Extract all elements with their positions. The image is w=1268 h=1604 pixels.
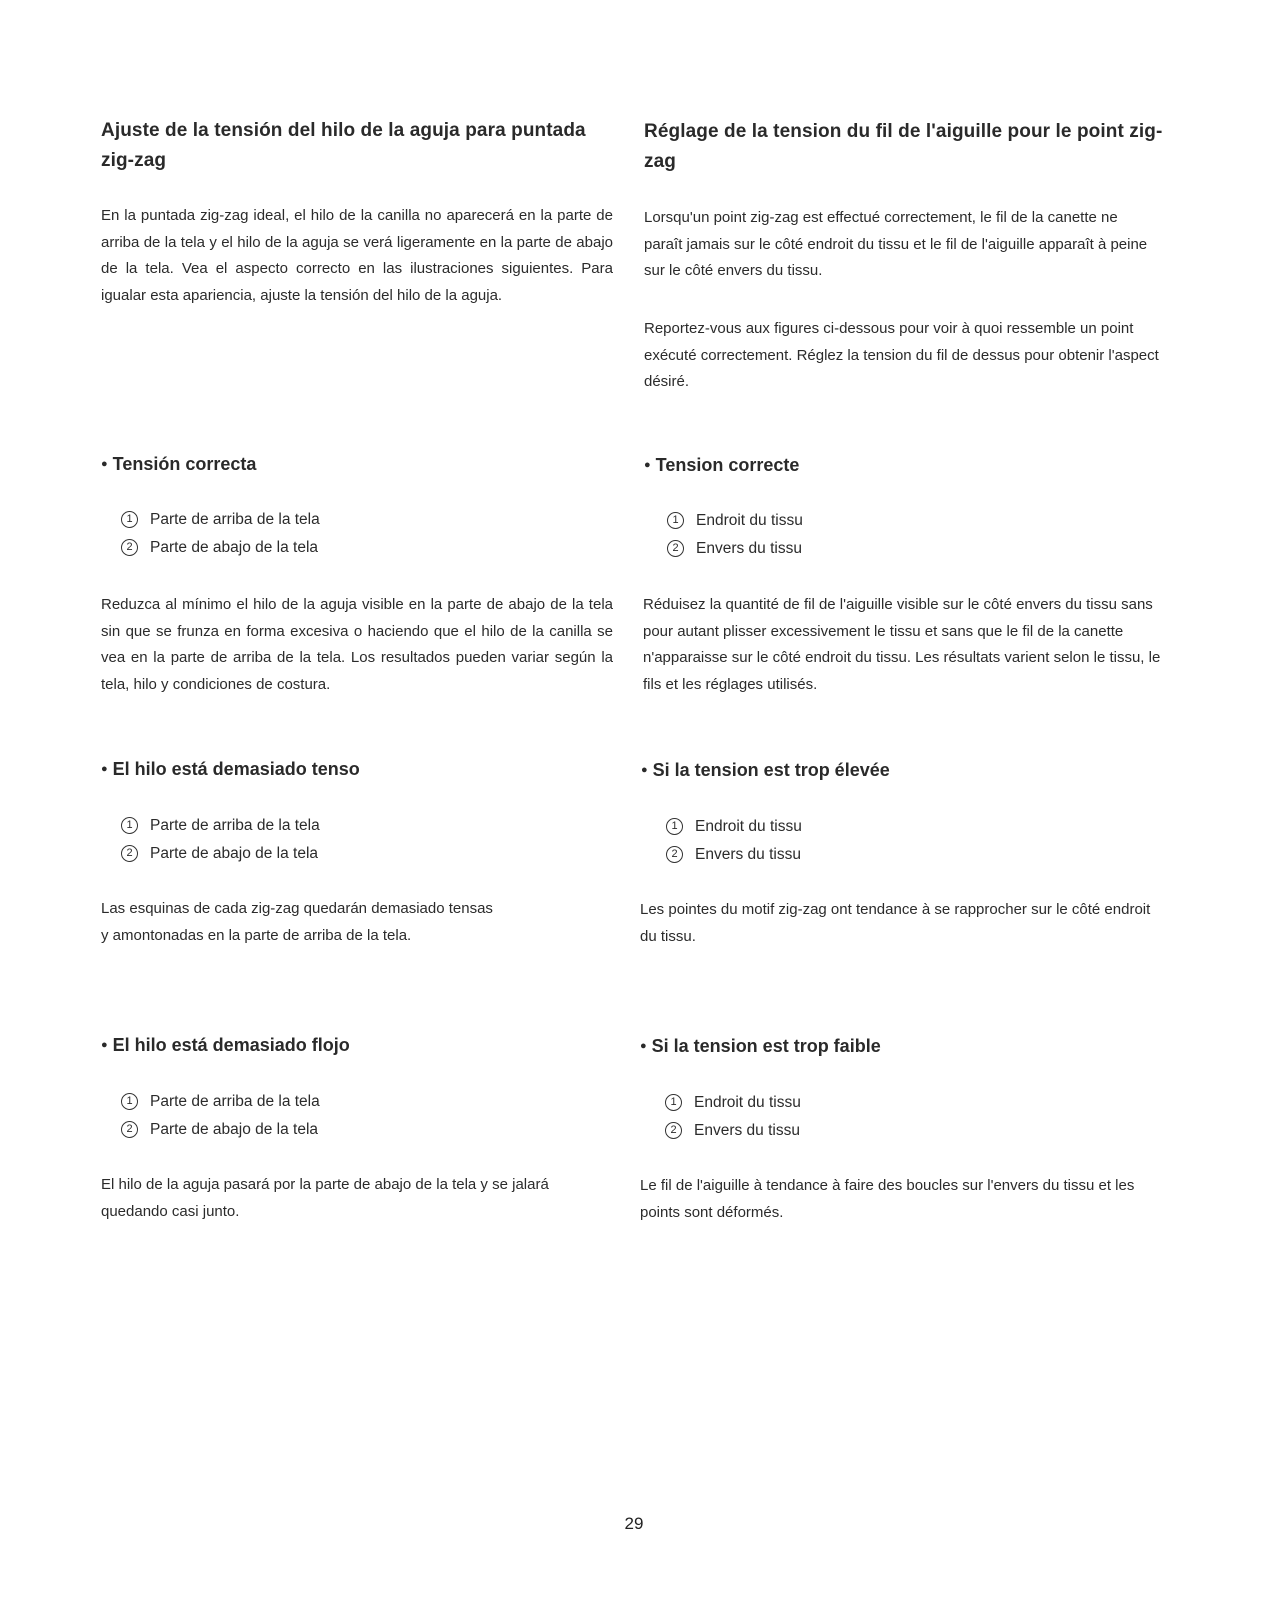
bullet-icon: ●: [101, 458, 108, 470]
list-item: 2 Parte de abajo de la tela: [121, 534, 320, 562]
fr-loose-text: Le fil de l'aiguille à tendance à faire des boucles sur l'envers du tissu et les points sont déformés.: [640, 1177, 1135, 1221]
fr-correct-text: Réduisez la quantité de fil de l'aiguille visible sur le côté envers du tissu sans pour autant plisser excessivement le tissu et sans que le fil de la canette n'apparaisse sur le côté endroit du tissu. Les résultats varient selon le tissu, le fils et les réglages utilisés.: [643, 596, 1161, 693]
bullet-icon: ●: [641, 764, 648, 776]
list-item: 2 Envers du tissu: [667, 535, 803, 563]
page-number: 29: [624, 1514, 644, 1533]
circled-2-icon: 2: [121, 1121, 138, 1138]
list-item: 1 Parte de arriba de la tela: [121, 1088, 320, 1116]
es-title: Ajuste de la tensión del hilo de la aguja para puntada zig-zag: [101, 120, 586, 171]
list-item: 2 Envers du tissu: [666, 841, 802, 869]
circled-2-icon: 2: [121, 539, 138, 556]
fr-correct-heading: ● Tension correcte: [644, 455, 800, 475]
es-loose-text: El hilo de la aguja pasará por la parte de abajo de la tela y se jalará quedando casi junto.: [101, 1176, 549, 1220]
circled-2-icon: 2: [665, 1122, 682, 1139]
circled-2-icon: 2: [666, 846, 683, 863]
es-tight-text: Las esquinas de cada zig-zag quedarán demasiado tensas y amontonadas en la parte de arriba de la tela.: [101, 900, 493, 944]
fr-intro-1: Lorsqu'un point zig-zag est effectué correctement, le fil de la canette ne paraît jamais sur le côté endroit du tissu et le fil de l'aiguille apparaît à peine sur le côté envers du tissu.: [644, 209, 1148, 279]
es-loose-heading: ● El hilo está demasiado flojo: [101, 1035, 350, 1055]
fr-intro-2: Reportez-vous aux figures ci-dessous pour voir à quoi ressemble un point exécuté correctement. Réglez la tension du fil de dessus pour obtenir l'aspect désiré.: [644, 320, 1159, 390]
circled-1-icon: 1: [121, 1093, 138, 1110]
list-item: 2 Parte de abajo de la tela: [121, 840, 320, 868]
es-correct-text: Reduzca al mínimo el hilo de la aguja visible en la parte de abajo de la tela sin que se frunza en forma excesiva o haciendo que el hilo de la canilla se vea en la parte de arriba de la tela. Los resultados pueden variar según la tela, hilo y condiciones de costura.: [101, 596, 613, 693]
list-item: 2 Envers du tissu: [665, 1117, 801, 1145]
list-item: 1 Endroit du tissu: [666, 813, 802, 841]
es-loose-list: [121, 1088, 320, 1143]
fr-loose-heading: ● Si la tension est trop faible: [640, 1036, 881, 1056]
bullet-icon: ●: [101, 1039, 108, 1051]
circled-1-icon: 1: [121, 511, 138, 528]
fr-tight-heading: ● Si la tension est trop élevée: [641, 760, 890, 780]
fr-loose-list: [665, 1089, 801, 1144]
es-tight-heading: ● El hilo está demasiado tenso: [101, 759, 360, 779]
es-tight-list: [121, 812, 320, 867]
fr-tight-list: [666, 813, 802, 868]
list-item: 1 Endroit du tissu: [665, 1089, 801, 1117]
fr-tight-text: Les pointes du motif zig-zag ont tendance à se rapprocher sur le côté endroit du tissu.: [640, 901, 1151, 945]
circled-2-icon: 2: [667, 540, 684, 557]
es-correct-list: [121, 506, 320, 561]
list-item: 1 Endroit du tissu: [667, 507, 803, 535]
list-item: 1 Parte de arriba de la tela: [121, 812, 320, 840]
circled-1-icon: 1: [666, 818, 683, 835]
circled-1-icon: 1: [665, 1094, 682, 1111]
circled-1-icon: 1: [121, 817, 138, 834]
bullet-icon: ●: [640, 1040, 647, 1052]
circled-1-icon: 1: [667, 512, 684, 529]
es-correct-heading: ● Tensión correcta: [101, 454, 257, 474]
fr-correct-list: [667, 507, 803, 562]
circled-2-icon: 2: [121, 845, 138, 862]
fr-title: Réglage de la tension du fil de l'aiguille pour le point zig-zag: [644, 121, 1163, 172]
list-item: 2 Parte de abajo de la tela: [121, 1116, 320, 1144]
bullet-icon: ●: [101, 763, 108, 775]
list-item: 1 Parte de arriba de la tela: [121, 506, 320, 534]
bullet-icon: ●: [644, 459, 651, 471]
es-intro: En la puntada zig-zag ideal, el hilo de la canilla no aparecerá en la parte de arriba de la tela y el hilo de la aguja se verá ligeramente en la parte de abajo de la tela. Vea el aspecto correcto en las ilustraciones siguientes. Para igualar esta apariencia, ajuste la tensión del hilo de la aguja.: [101, 207, 613, 304]
